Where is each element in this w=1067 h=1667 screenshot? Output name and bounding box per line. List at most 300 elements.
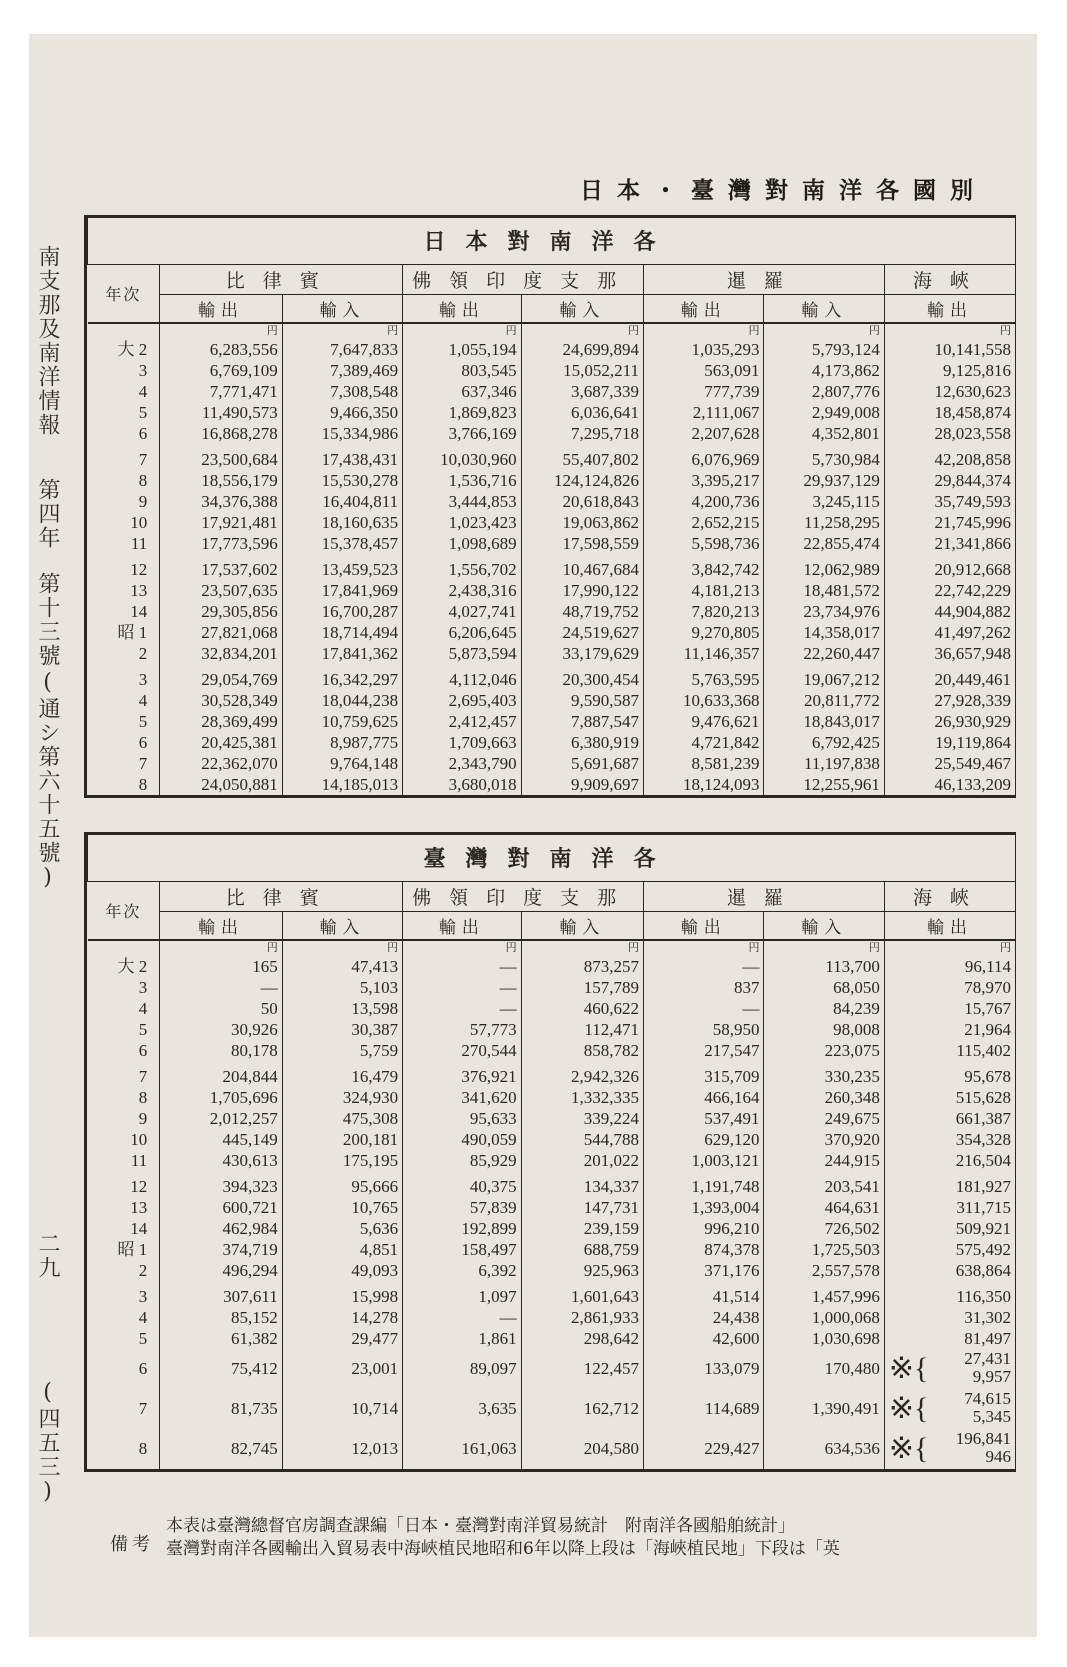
value-cell: 1,705,696 (160, 1087, 282, 1108)
value-cell: 4,173,862 (764, 360, 884, 381)
table-row (88, 622, 1016, 643)
year-cell: 14 (130, 602, 148, 621)
value-cell: 515,628 (884, 1087, 1015, 1108)
value-cell: 17,990,122 (521, 580, 643, 601)
value-cell: 20,912,668 (884, 554, 1015, 580)
value-cell: 7,295,718 (521, 423, 643, 444)
import-header: 輸入 (282, 912, 402, 941)
export-header: 輸出 (644, 295, 764, 324)
year-cell: 4 (138, 691, 148, 710)
value-cell: 42,208,858 (884, 444, 1015, 470)
export-header: 輸出 (884, 295, 1015, 324)
unit-yen: 円 (282, 940, 402, 956)
value-cell: 11,197,838 (764, 753, 884, 774)
import-header: 輸入 (764, 295, 884, 324)
unit-spacer (88, 940, 160, 956)
volume-label: 第四年 (35, 478, 60, 550)
value-cell: 1,098,689 (403, 533, 521, 554)
value-cell: 96,114 (884, 956, 1015, 977)
value-cell: 2,652,215 (644, 512, 764, 533)
value-cell: 170,480 (764, 1349, 884, 1389)
value-cell: 1,023,423 (403, 512, 521, 533)
year-cell: 4 (138, 1308, 148, 1327)
value-cell: 324,930 (282, 1087, 402, 1108)
value-cell: 23,001 (282, 1349, 402, 1389)
value-cell: 475,308 (282, 1108, 402, 1129)
value-cell: 1,332,335 (521, 1087, 643, 1108)
table-row (88, 1108, 1016, 1129)
value-cell: 10,467,684 (521, 554, 643, 580)
value-cell: 460,622 (521, 998, 643, 1019)
year-cell: 6 (138, 1041, 148, 1060)
value-cell: 374,719 (160, 1239, 282, 1260)
value-cell: — (644, 956, 764, 977)
value-cell: 5,793,124 (764, 339, 884, 360)
import-header: 輸入 (764, 912, 884, 941)
value-cell: 9,764,148 (282, 753, 402, 774)
value-cell: 17,598,559 (521, 533, 643, 554)
value-cell: 925,963 (521, 1260, 643, 1281)
value-cell: 18,481,572 (764, 580, 884, 601)
year-header: 年次 (88, 882, 160, 941)
value-cell: 858,782 (521, 1040, 643, 1061)
year-cell: 7 (138, 450, 148, 469)
value-cell: 29,844,374 (884, 470, 1015, 491)
value-cell: 124,124,826 (521, 470, 643, 491)
value-cell: 27,821,068 (160, 622, 282, 643)
value-cell: 6,036,641 (521, 402, 643, 423)
unit-yen: 円 (282, 323, 402, 339)
value-cell: 20,618,843 (521, 491, 643, 512)
table-row (88, 580, 1016, 601)
journal-title: 南支那及南洋情報 (35, 245, 60, 437)
value-cell: 13,598 (282, 998, 402, 1019)
japan-table-body (88, 323, 1016, 795)
value-cell: 22,742,229 (884, 580, 1015, 601)
value-cell: 5,730,984 (764, 444, 884, 470)
value-cell: 78,970 (884, 977, 1015, 998)
value-cell: 216,504 (884, 1150, 1015, 1171)
value-cell: 2,942,326 (521, 1061, 643, 1087)
table-row (88, 753, 1016, 774)
value-cell: 41,497,262 (884, 622, 1015, 643)
value-cell: 18,556,179 (160, 470, 282, 491)
value-cell: 162,712 (521, 1389, 643, 1429)
value-cell: 1,003,121 (644, 1150, 764, 1171)
value-cell: 68,050 (764, 977, 884, 998)
value-cell: 5,691,687 (521, 753, 643, 774)
value-cell: 30,387 (282, 1019, 402, 1040)
value-cell: 49,093 (282, 1260, 402, 1281)
value-cell: 10,765 (282, 1197, 402, 1218)
value-cell: 1,191,748 (644, 1171, 764, 1197)
table-row (88, 554, 1016, 580)
value-cell: 12,062,989 (764, 554, 884, 580)
value-cell: 298,642 (521, 1328, 643, 1349)
year-cell: 13 (130, 1198, 148, 1217)
value-cell: 204,580 (521, 1429, 643, 1469)
value-cell: 2,111,067 (644, 402, 764, 423)
value-cell: 165 (160, 956, 282, 977)
value-cell: 15,998 (282, 1281, 402, 1307)
year-cell: 6 (138, 733, 148, 752)
value-cell: 15,334,986 (282, 423, 402, 444)
value-cell: 19,119,864 (884, 732, 1015, 753)
year-cell: 3 (138, 978, 148, 997)
value-cell: 2,807,776 (764, 381, 884, 402)
value-cell: 563,091 (644, 360, 764, 381)
value-cell: 57,839 (403, 1197, 521, 1218)
value-cell: ※{ 27,431 9,957 (884, 1349, 1015, 1389)
value-cell: 112,471 (521, 1019, 643, 1040)
table-row (88, 1281, 1016, 1307)
value-cell: 134,337 (521, 1171, 643, 1197)
value-cell: 874,378 (644, 1239, 764, 1260)
value-cell: 3,444,853 (403, 491, 521, 512)
value-cell: 7,647,833 (282, 339, 402, 360)
value-cell: 5,763,595 (644, 664, 764, 690)
value-cell: 3,766,169 (403, 423, 521, 444)
value-cell: 81,735 (160, 1389, 282, 1429)
table-row (88, 444, 1016, 470)
value-cell: 14,185,013 (282, 774, 402, 795)
table-row (88, 1150, 1016, 1171)
value-cell: 9,466,350 (282, 402, 402, 423)
value-cell: 21,745,996 (884, 512, 1015, 533)
year-cell: 3 (138, 361, 148, 380)
year-cell: 12 (130, 560, 148, 579)
value-cell: 1,000,068 (764, 1307, 884, 1328)
unit-yen: 円 (160, 323, 282, 339)
value-cell: 133,079 (644, 1349, 764, 1389)
value-cell: — (644, 998, 764, 1019)
value-cell: 1,601,643 (521, 1281, 643, 1307)
value-cell: 28,023,558 (884, 423, 1015, 444)
value-cell: 20,811,772 (764, 690, 884, 711)
year-cell: 10 (130, 1130, 148, 1149)
value-cell: 23,500,684 (160, 444, 282, 470)
value-cell: 249,675 (764, 1108, 884, 1129)
table-row (88, 533, 1016, 554)
table-row (88, 977, 1016, 998)
year-cell: 7 (138, 754, 148, 773)
value-cell: 113,700 (764, 956, 884, 977)
value-cell: 16,342,297 (282, 664, 402, 690)
unit-yen: 円 (764, 323, 884, 339)
value-cell: 40,375 (403, 1171, 521, 1197)
value-cell: 1,035,293 (644, 339, 764, 360)
japan-table (84, 215, 1016, 798)
value-cell: 1,725,503 (764, 1239, 884, 1260)
table-row (88, 664, 1016, 690)
value-cell: 23,734,976 (764, 601, 884, 622)
value-cell: 33,179,629 (521, 643, 643, 664)
export-header: 輸出 (884, 912, 1015, 941)
value-cell: 2,412,457 (403, 711, 521, 732)
table-row (88, 1239, 1016, 1260)
year-cell: 5 (138, 712, 148, 731)
value-cell: 122,457 (521, 1349, 643, 1389)
value-cell: 26,930,929 (884, 711, 1015, 732)
year-cell: 大 2 (117, 957, 148, 976)
unit-yen: 円 (521, 323, 643, 339)
value-cell: 4,200,736 (644, 491, 764, 512)
value-cell: 15,052,211 (521, 360, 643, 381)
year-cell: 8 (138, 1088, 148, 1107)
value-cell: 1,055,194 (403, 339, 521, 360)
table-row (88, 470, 1016, 491)
unit-yen: 円 (160, 940, 282, 956)
value-cell: 98,008 (764, 1019, 884, 1040)
value-cell: 1,869,823 (403, 402, 521, 423)
table-row (88, 643, 1016, 664)
year-cell: 13 (130, 581, 148, 600)
export-header: 輸出 (644, 912, 764, 941)
value-cell: 24,519,627 (521, 622, 643, 643)
value-cell: 84,239 (764, 998, 884, 1019)
import-header: 輸入 (282, 295, 402, 324)
value-cell: 5,759 (282, 1040, 402, 1061)
value-cell: 95,666 (282, 1171, 402, 1197)
value-cell: 5,636 (282, 1218, 402, 1239)
table-row (88, 1171, 1016, 1197)
table-row (88, 1349, 1016, 1389)
value-cell: 204,844 (160, 1061, 282, 1087)
value-cell: 1,393,004 (644, 1197, 764, 1218)
value-cell: 61,382 (160, 1328, 282, 1349)
value-cell: 9,476,621 (644, 711, 764, 732)
import-header: 輸入 (521, 912, 643, 941)
table-row (88, 956, 1016, 977)
value-cell: 6,380,919 (521, 732, 643, 753)
value-cell: 17,841,969 (282, 580, 402, 601)
value-cell: 81,497 (884, 1328, 1015, 1349)
value-cell: 5,103 (282, 977, 402, 998)
value-cell: 544,788 (521, 1129, 643, 1150)
value-cell: 17,537,602 (160, 554, 282, 580)
value-cell: 31,302 (884, 1307, 1015, 1328)
value-cell: 260,348 (764, 1087, 884, 1108)
value-cell: 5,873,594 (403, 643, 521, 664)
brace-mark: ※{ (888, 1352, 929, 1385)
year-cell: 8 (138, 1439, 148, 1458)
value-cell: 12,013 (282, 1429, 402, 1469)
value-cell: 115,402 (884, 1040, 1015, 1061)
table-row (88, 1087, 1016, 1108)
value-cell: 217,547 (644, 1040, 764, 1061)
value-cell: 229,427 (644, 1429, 764, 1469)
value-cell: 371,176 (644, 1260, 764, 1281)
value-cell: 15,378,457 (282, 533, 402, 554)
value-cell: 777,739 (644, 381, 764, 402)
value-cell: 637,346 (403, 381, 521, 402)
value-cell: 7,389,469 (282, 360, 402, 381)
value-cell: 270,544 (403, 1040, 521, 1061)
value-cell: 42,600 (644, 1328, 764, 1349)
value-cell: 307,611 (160, 1281, 282, 1307)
export-header: 輸出 (403, 295, 521, 324)
value-cell: 1,861 (403, 1328, 521, 1349)
unit-yen: 円 (884, 940, 1015, 956)
value-cell: 3,635 (403, 1389, 521, 1429)
value-cell: 803,545 (403, 360, 521, 381)
value-cell: 10,633,368 (644, 690, 764, 711)
value-cell: 15,530,278 (282, 470, 402, 491)
value-cell: 46,133,209 (884, 774, 1015, 795)
value-cell: 9,590,587 (521, 690, 643, 711)
value-cell: 44,904,882 (884, 601, 1015, 622)
indochina-header: 佛領印度支那 (403, 265, 644, 295)
value-cell: — (403, 956, 521, 977)
brace-mark: ※{ (888, 1432, 929, 1465)
value-cell: 13,459,523 (282, 554, 402, 580)
value-cell: 7,771,471 (160, 381, 282, 402)
straits-header: 海峽 (884, 882, 1015, 912)
value-cell: 6,392 (403, 1260, 521, 1281)
table-row (88, 339, 1016, 360)
value-cell: 6,076,969 (644, 444, 764, 470)
value-cell: 688,759 (521, 1239, 643, 1260)
value-cell: 5,598,736 (644, 533, 764, 554)
value-cell: 85,152 (160, 1307, 282, 1328)
table-row (88, 690, 1016, 711)
value-cell: 29,305,856 (160, 601, 282, 622)
value-cell: 201,022 (521, 1150, 643, 1171)
page-number-local: 二九 (35, 1232, 60, 1280)
value-cell: 82,745 (160, 1429, 282, 1469)
value-cell: 12,255,961 (764, 774, 884, 795)
indochina-header: 佛領印度支那 (403, 882, 644, 912)
value-cell: 10,759,625 (282, 711, 402, 732)
value-cell: 509,921 (884, 1218, 1015, 1239)
value-cell: 89,097 (403, 1349, 521, 1389)
value-cell: 28,369,499 (160, 711, 282, 732)
value-cell: — (403, 998, 521, 1019)
year-cell: 12 (130, 1177, 148, 1196)
value-cell: 629,120 (644, 1129, 764, 1150)
value-cell: 22,855,474 (764, 533, 884, 554)
table-row (88, 381, 1016, 402)
value-cell: 48,719,752 (521, 601, 643, 622)
unit-yen: 円 (403, 940, 521, 956)
year-cell: 大 2 (117, 340, 148, 359)
year-cell: 11 (130, 1151, 148, 1170)
japan-banner: 日本對南洋各 (88, 218, 1016, 265)
value-cell: 19,063,862 (521, 512, 643, 533)
value-cell: 35,749,593 (884, 491, 1015, 512)
value-cell: 239,159 (521, 1218, 643, 1239)
value-cell: 147,731 (521, 1197, 643, 1218)
siam-header: 暹羅 (644, 265, 885, 295)
year-cell: 14 (130, 1219, 148, 1238)
value-cell: 12,630,623 (884, 381, 1015, 402)
value-cell: 490,059 (403, 1129, 521, 1150)
value-cell: 315,709 (644, 1061, 764, 1087)
value-cell: 9,125,816 (884, 360, 1015, 381)
value-cell: 1,709,663 (403, 732, 521, 753)
value-cell: 3,680,018 (403, 774, 521, 795)
value-cell: 2,207,628 (644, 423, 764, 444)
value-cell: 1,030,698 (764, 1328, 884, 1349)
value-cell: 30,528,349 (160, 690, 282, 711)
value-cell: 14,358,017 (764, 622, 884, 643)
year-cell: 2 (138, 1261, 148, 1280)
value-cell: 600,721 (160, 1197, 282, 1218)
unit-yen: 円 (644, 940, 764, 956)
value-cell: 157,789 (521, 977, 643, 998)
value-cell: 1,390,491 (764, 1389, 884, 1429)
value-cell: 24,438 (644, 1307, 764, 1328)
value-cell: 339,224 (521, 1108, 643, 1129)
value-cell: 445,149 (160, 1129, 282, 1150)
value-cell: 95,633 (403, 1108, 521, 1129)
value-cell: 873,257 (521, 956, 643, 977)
value-cell: 394,323 (160, 1171, 282, 1197)
value-cell: — (403, 1307, 521, 1328)
value-cell: 55,407,802 (521, 444, 643, 470)
value-cell: 29,054,769 (160, 664, 282, 690)
value-cell: 17,921,481 (160, 512, 282, 533)
table-row (88, 998, 1016, 1019)
table-row (88, 1328, 1016, 1349)
value-cell: 3,687,339 (521, 381, 643, 402)
value-cell: 116,350 (884, 1281, 1015, 1307)
cumulative-issue: (通シ第六十五號) (35, 670, 60, 892)
value-cell: 537,491 (644, 1108, 764, 1129)
value-cell: 18,044,238 (282, 690, 402, 711)
value-cell: 24,699,894 (521, 339, 643, 360)
value-cell: 1,457,996 (764, 1281, 884, 1307)
value-cell: 8,987,775 (282, 732, 402, 753)
year-cell: 4 (138, 999, 148, 1018)
taiwan-banner: 臺灣對南洋各 (88, 835, 1016, 882)
value-cell: 244,915 (764, 1150, 884, 1171)
value-cell: 3,842,742 (644, 554, 764, 580)
value-cell: 11,146,357 (644, 643, 764, 664)
year-cell: 8 (138, 471, 148, 490)
table-row (88, 1389, 1016, 1429)
value-cell: 22,260,447 (764, 643, 884, 664)
value-cell: 837 (644, 977, 764, 998)
table-row (88, 1040, 1016, 1061)
table-row (88, 402, 1016, 423)
value-cell: 114,689 (644, 1389, 764, 1429)
value-cell: 20,449,461 (884, 664, 1015, 690)
value-cell: 3,245,115 (764, 491, 884, 512)
value-cell: 2,861,933 (521, 1307, 643, 1328)
value-cell: 24,050,881 (160, 774, 282, 795)
value-cell: 4,027,741 (403, 601, 521, 622)
value-cell: 23,507,635 (160, 580, 282, 601)
year-cell: 2 (138, 644, 148, 663)
value-cell: 20,300,454 (521, 664, 643, 690)
year-cell: 3 (138, 670, 148, 689)
value-cell: 30,926 (160, 1019, 282, 1040)
value-cell: 4,352,801 (764, 423, 884, 444)
value-cell: 18,714,494 (282, 622, 402, 643)
table-row (88, 1429, 1016, 1469)
straits-header: 海峽 (884, 265, 1015, 295)
table-row (88, 711, 1016, 732)
year-cell: 7 (138, 1399, 148, 1418)
value-cell: 341,620 (403, 1087, 521, 1108)
value-cell: 7,887,547 (521, 711, 643, 732)
value-cell: 15,767 (884, 998, 1015, 1019)
table-row (88, 360, 1016, 381)
value-cell: 7,820,213 (644, 601, 764, 622)
value-cell: 34,376,388 (160, 491, 282, 512)
value-cell: 1,556,702 (403, 554, 521, 580)
